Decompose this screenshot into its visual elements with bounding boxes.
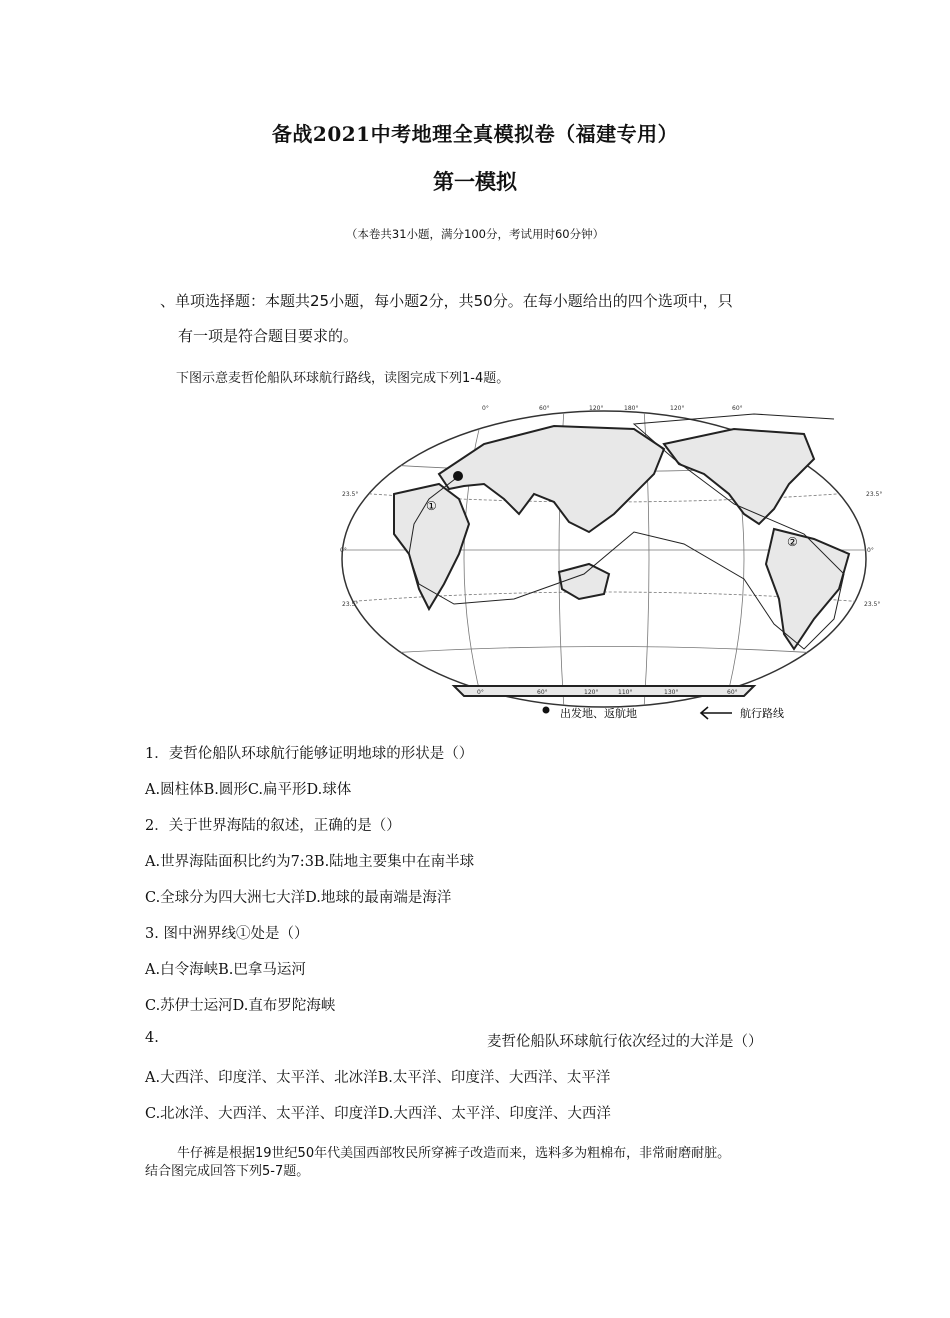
legend-route-label: 航行路线 (740, 707, 784, 720)
bottom-label: 0° (477, 689, 484, 696)
right-label: 23.5° (866, 491, 883, 498)
left-label: 23.5° (342, 491, 359, 498)
world-map-figure (334, 404, 889, 726)
page-title: 备战2021中考地理全真模拟卷（福建专用） (271, 122, 679, 146)
exam-note: （本卷共31小题，满分100分，考试用时60分钟） (345, 227, 605, 241)
section-heading-line2: 有一项是符合题目要求的。 (178, 327, 359, 345)
left-label: 0° (340, 547, 347, 554)
legend-arrow-icon (701, 707, 732, 719)
south-america-shape (766, 529, 849, 649)
legend-dot-icon (543, 707, 550, 714)
right-label: 0° (867, 547, 874, 554)
question-3-stem: 3. 图中洲界线①处是（） (145, 926, 309, 942)
left-label: 23.5° (342, 601, 359, 608)
antarctica-shape (454, 686, 754, 696)
top-label: 180° (624, 405, 639, 412)
section-heading-line1: 、单项选择题：本题共25小题，每小题2分，共50分。在每小题给出的四个选项中，只 (160, 292, 733, 310)
top-label: 60° (539, 405, 550, 412)
bottom-label: 130° (664, 689, 679, 696)
closing-paragraph-line1: 牛仔裤是根据19世纪50年代美国西部牧民所穿裤子改造而来，选料多为粗棉布，非常耐磨耐脏。 (177, 1146, 731, 1161)
top-label: 0° (482, 405, 489, 412)
question-1-stem: 1．麦哲伦船队环球航行能够证明地球的形状是（） (145, 746, 474, 762)
top-label: 60° (732, 405, 743, 412)
eurasia-shape (439, 426, 664, 532)
bottom-label: 110° (618, 689, 633, 696)
marker-2: ② (787, 535, 798, 549)
top-label: 120° (670, 405, 685, 412)
top-label: 120° (589, 405, 604, 412)
question-4-number: 4. (145, 1030, 159, 1046)
closing-paragraph-line2: 结合图完成回答下列5-7题。 (145, 1164, 310, 1179)
bottom-label: 60° (727, 689, 738, 696)
legend-start-label: 出发地、返航地 (560, 707, 637, 720)
marker-1: ① (426, 499, 437, 513)
question-4-stem: 麦哲伦船队环球航行依次经过的大洋是（） (487, 1034, 763, 1050)
question-2-options-b: C.全球分为四大洲七大洋D.地球的最南端是海洋 (145, 890, 452, 906)
question-2-options-a: A.世界海陆面积比约为7:3B.陆地主要集中在南半球 (145, 854, 475, 870)
question-2-stem: 2．关于世界海陆的叙述，正确的是（） (145, 818, 401, 834)
bottom-label: 120° (584, 689, 599, 696)
question-3-options-b: C.苏伊士运河D.直布罗陀海峡 (145, 998, 336, 1014)
page-subtitle: 第一模拟 (433, 169, 517, 194)
australia-shape (559, 564, 609, 599)
question-4-options-b: C.北冰洋、大西洋、太平洋、印度洋D.大西洋、太平洋、印度洋、大西洋 (145, 1106, 611, 1122)
departure-point (453, 471, 463, 481)
map-intro: 下图示意麦哲伦船队环球航行路线，读图完成下列1-4题。 (176, 371, 510, 386)
question-4-options-a: A.大西洋、印度洋、太平洋、北冰洋B.太平洋、印度洋、大西洋、太平洋 (145, 1070, 611, 1086)
bottom-label: 60° (537, 689, 548, 696)
question-1-options: A.圆柱体B.圆形C.扁平形D.球体 (145, 782, 352, 798)
right-label: 23.5° (864, 601, 881, 608)
question-3-options-a: A.白令海峡B.巴拿马运河 (145, 962, 306, 978)
north-america-shape (664, 429, 814, 524)
